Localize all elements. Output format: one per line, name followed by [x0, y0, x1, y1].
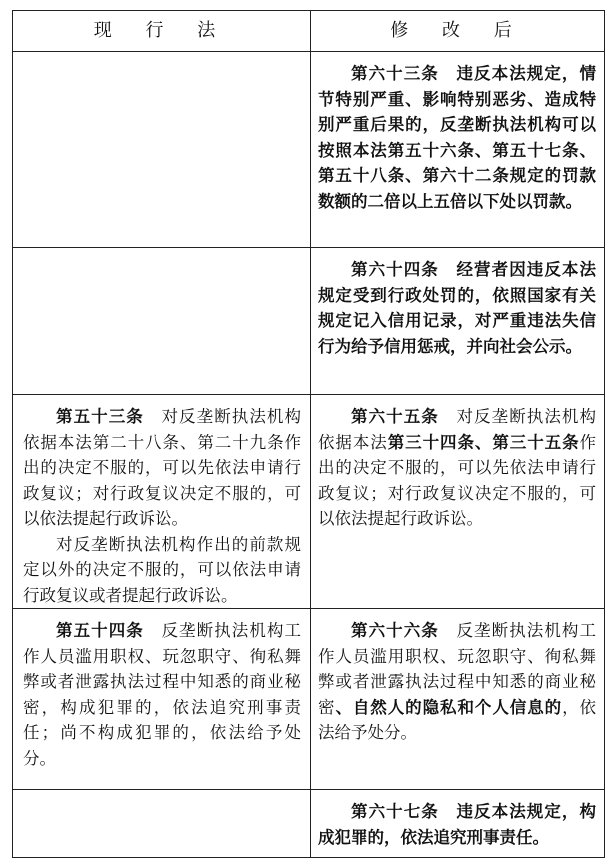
row-divider — [13, 394, 604, 395]
article-text: 对反垄断执法机构依据本法 — [318, 407, 597, 452]
article-number: 第六十三条 — [351, 64, 439, 83]
current-article-53 — [23, 404, 301, 608]
article-text: ，依法给予处分。 — [318, 697, 597, 742]
article-number: 第六十七条 — [351, 802, 439, 821]
amended-article-67 — [318, 799, 596, 850]
row-divider — [13, 51, 604, 52]
comparison-table — [12, 10, 605, 858]
article-text: 经营者因违反本法规定受到行政处罚的，依照国家有关规定记入信用记录，对严重违法失信行为给予信用惩戒，并向社会公示。 — [318, 260, 597, 356]
article-number: 第六十六条 — [351, 621, 439, 640]
article-number: 第六十五条 — [351, 407, 439, 426]
amended-text: 第三十四条、第三十五条 — [387, 432, 580, 452]
row-divider — [13, 789, 604, 790]
amended-article-66 — [318, 618, 596, 746]
row-divider — [13, 247, 604, 248]
article-text: 反垄断执法机构工作人员滥用职权、玩忽职守、徇私舞弊或者泄露执法过程中知悉的商业秘密，构成犯罪的，依法追究刑事责任；尚不构成犯罪的，依法给予处分。 — [23, 621, 302, 768]
amended-article-64 — [318, 257, 596, 359]
header-current-law: 现 行 法 — [93, 20, 230, 41]
current-article-54 — [23, 618, 301, 771]
article-text-paragraph-2: 对反垄断执法机构作出的前款规定以外的决定不服的，可以依法申请行政复议或者提起行政诉讼。 — [23, 534, 301, 605]
article-text: 违反本法规定，情节特别严重、影响特别恶劣、造成特别严重后果的，反垄断执法机构可以按照本法第五十六条、第五十七条、第五十八条、第六十二条规定的罚款数额的二倍以上五倍以下处以罚款。 — [318, 64, 597, 211]
article-text: 对反垄断执法机构依据本法第二十八条、第二十九条作出的决定不服的，可以先依法申请行政复议；对行政复议决定不服的，可以依法提起行政诉讼。 — [23, 407, 302, 528]
article-text: 反垄断执法机构工作人员滥用职权、玩忽职守、徇私舞弊或者泄露执法过程中知悉的商业秘密 — [318, 621, 597, 717]
row-divider — [13, 608, 604, 609]
article-number: 第五十四条 — [56, 621, 144, 640]
column-divider — [310, 11, 311, 857]
article-number: 第五十三条 — [56, 407, 144, 426]
amended-text: 、自然人的隐私和个人信息的 — [335, 697, 563, 717]
amended-article-63 — [318, 61, 596, 214]
header-amended: 修 改 后 — [390, 20, 526, 41]
article-text: 作出的决定不服的，可以先依法申请行政复议；对行政复议决定不服的，可以依法提起行政诉讼。 — [318, 432, 597, 528]
amended-article-65 — [318, 404, 596, 532]
article-text: 违反本法规定，构成犯罪的，依法追究刑事责任。 — [318, 802, 597, 847]
article-number: 第六十四条 — [351, 260, 439, 279]
